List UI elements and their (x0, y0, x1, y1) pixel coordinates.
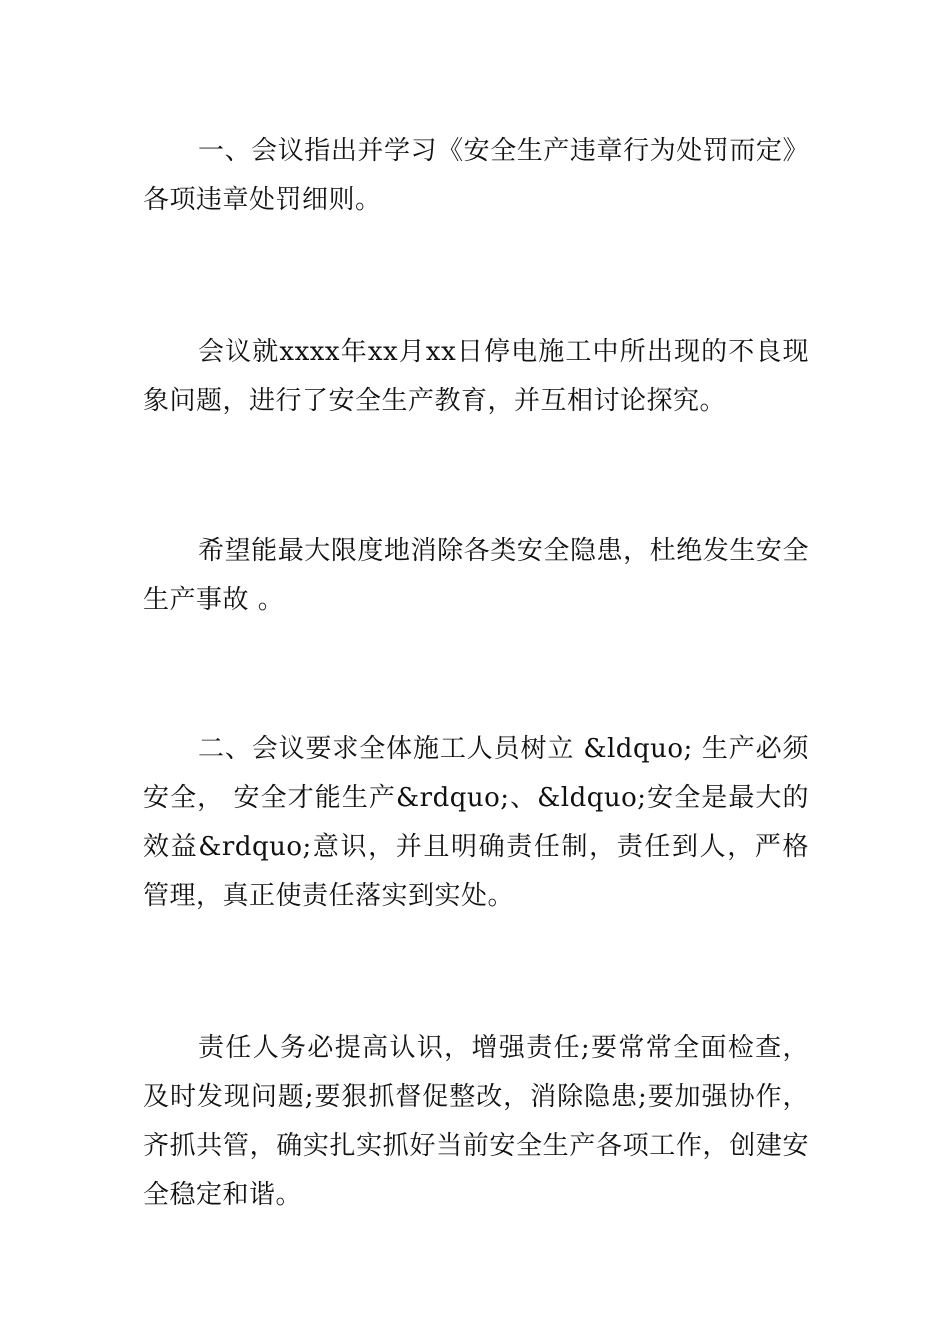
paragraph-3: 希望能最大限度地消除各类安全隐患，杜绝发生安全生产事故 。 (143, 536, 809, 615)
paragraph-2: 会议就xxxx年xx月xx日停电施工中所出现的不良现象问题，进行了安全生产教育，并互相讨论探究。 (143, 337, 809, 416)
paragraph-5: 责任人务必提高认识，增强责任;要常常全面检查，及时发现问题;要狠抓督促整改，消除隐患;要加强协作，齐抓共管，确实扎实抓好当前安全生产各项工作，创建安全稳定和谐。 (143, 1033, 809, 1210)
paragraph-4: 二、会议要求全体施工人员树立 &ldquo; 生产必须安全， 安全才能生产&rdquo;、&ldquo;安全是最大的效益&rdquo;意识，并且明确责任制，责任到人，严格管理，真正使责任落实到实处。 (143, 734, 809, 911)
paragraph-1: 一、会议指出并学习《安全生产违章行为处罚而定》各项违章处罚细则。 (143, 136, 809, 215)
